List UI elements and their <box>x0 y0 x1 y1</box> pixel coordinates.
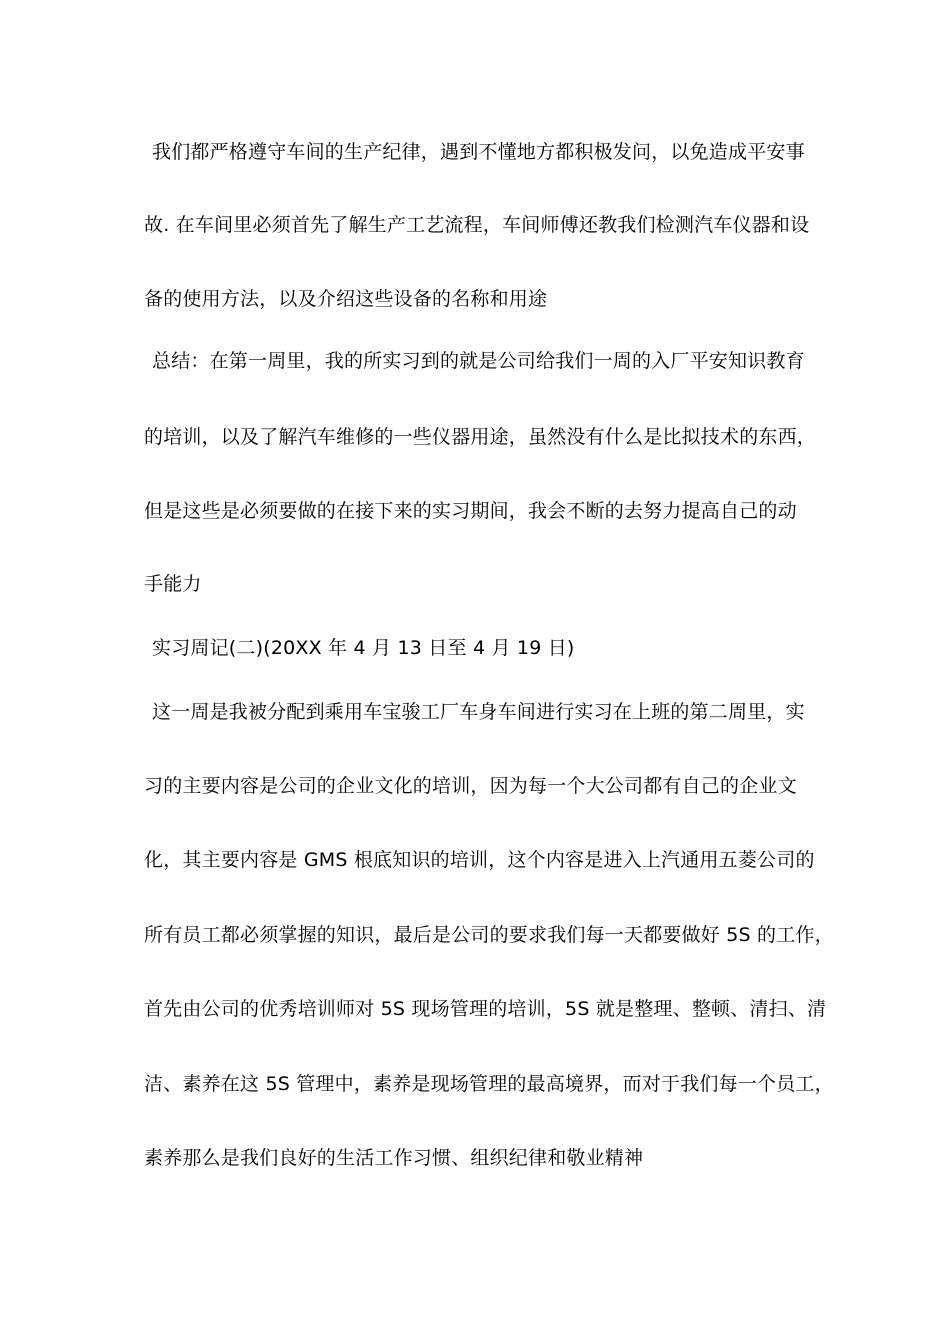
paragraph-line: 首先由公司的优秀培训师对 5S 现场管理的培训，5S 就是整理、整顿、清扫、清 <box>144 998 827 1020</box>
paragraph-line: 但是这些是必须要做的在接下来的实习期间，我会不断的去努力提高自己的动 <box>144 500 797 522</box>
paragraph-line: 所有员工都必须掌握的知识，最后是公司的要求我们每一天都要做好 5S 的工作， <box>144 924 834 946</box>
paragraph-line: 故. 在车间里必须首先了解生产工艺流程，车间师傅还教我们检测汽车仪器和设 <box>144 214 810 236</box>
paragraph-line: 这一周是我被分配到乘用车宝骏工厂车身车间进行实习在上班的第二周里，实 <box>152 701 805 723</box>
paragraph-line: 我们都严格遵守车间的生产纪律，遇到不懂地方都积极发问，以免造成平安事 <box>152 141 805 163</box>
paragraph-line: 的培训，以及了解汽车维修的一些仪器用途，虽然没有什么是比拟技术的东西， <box>144 426 817 448</box>
paragraph-line: 化，其主要内容是 GMS 根底知识的培训，这个内容是进入上汽通用五菱公司的 <box>144 849 815 871</box>
paragraph-line: 手能力 <box>144 573 202 595</box>
paragraph-line: 洁、素养在这 5S 管理中，素养是现场管理的最高境界，而对于我们每一个员工， <box>144 1073 834 1095</box>
paragraph-line: 习的主要内容是公司的企业文化的培训，因为每一个大公司都有自己的企业文 <box>144 775 797 797</box>
paragraph-line: 备的使用方法，以及介绍这些设备的名称和用途 <box>144 288 548 310</box>
paragraph-line: 素养那么是我们良好的生活工作习惯、组织纪律和敬业精神 <box>144 1147 644 1169</box>
section-heading: 实习周记(二)(20XX 年 4 月 13 日至 4 月 19 日) <box>152 637 575 659</box>
paragraph-line: 总结：在第一周里，我的所实习到的就是公司给我们一周的入厂平安知识教育 <box>152 350 805 372</box>
